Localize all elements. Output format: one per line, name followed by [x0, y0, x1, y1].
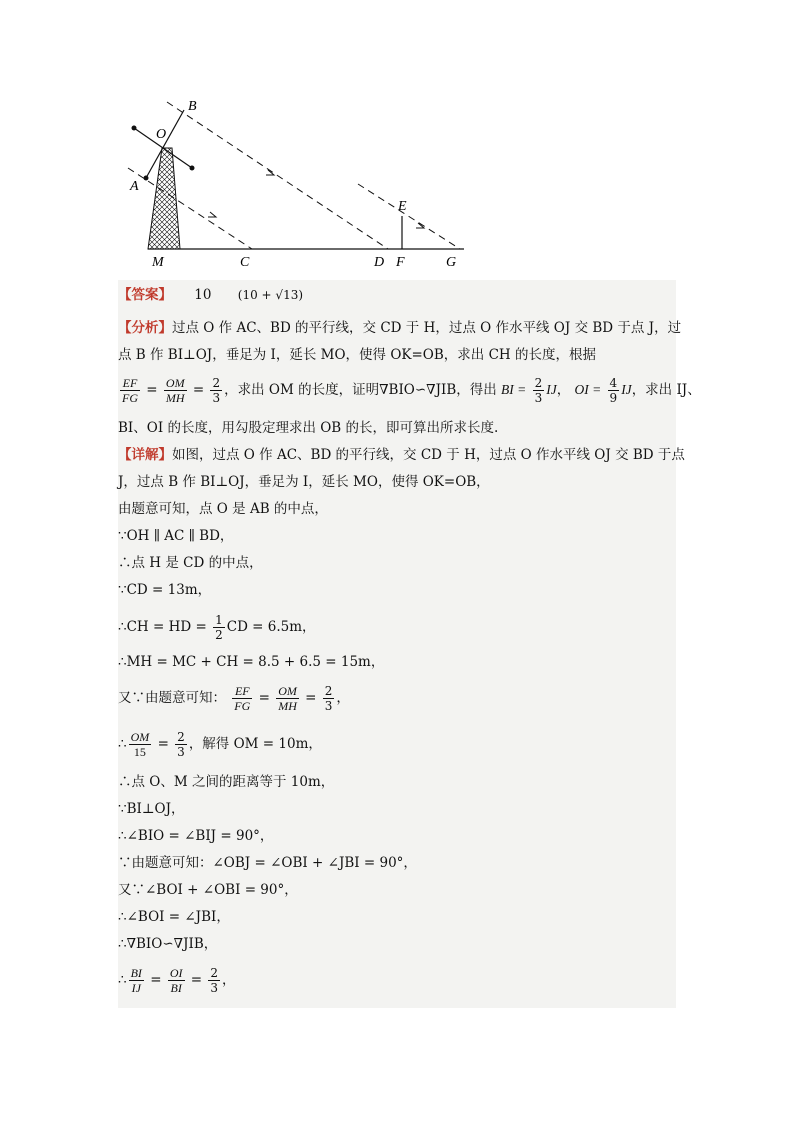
frac-den: 2 — [215, 628, 223, 642]
frac-num: 4 — [609, 376, 618, 390]
fraction — [129, 966, 144, 995]
analysis-tag: 【分析】 — [118, 320, 172, 336]
label-a: A — [130, 179, 139, 194]
frac-num: EF — [120, 376, 140, 391]
fraction — [175, 730, 187, 759]
fraction — [533, 376, 545, 405]
detail-tag: 【详解】 — [118, 447, 172, 463]
detail-line-18 — [118, 962, 236, 998]
detail-line-2 — [118, 472, 490, 492]
frac-num: OM — [278, 684, 297, 698]
equals-sign: = — [190, 972, 203, 988]
frac-num: 2 — [177, 730, 185, 744]
frac-num: BI — [130, 966, 142, 980]
frac-den: 3 — [534, 391, 543, 405]
frac-den: MH — [165, 391, 185, 405]
fraction — [120, 376, 140, 405]
detail-text: 又∵由题意可知： — [118, 690, 226, 706]
frac-den: 9 — [609, 391, 618, 405]
detail-text: ∵CD = 13m， — [118, 582, 212, 598]
frac-num: 2 — [324, 684, 333, 698]
answer-value-1: 10 — [194, 287, 212, 303]
detail-line-14 — [118, 853, 417, 873]
detail-text: ∵BI⊥OJ， — [118, 801, 185, 817]
detail-text: ∴点 O、M 之间的距离等于 10m， — [118, 774, 335, 790]
punctuation: ， — [222, 972, 236, 988]
frac-den: 3 — [177, 745, 185, 759]
detail-text: ，解得 OM = 10m， — [188, 736, 322, 752]
detail-text: 如图，过点 O 作 AC、BD 的平行线，交 CD 于 H，过点 O 作水平线 OJ 交 BD 于点 — [172, 447, 685, 463]
label-o: O — [156, 127, 167, 142]
fraction — [276, 684, 299, 713]
math-text: BI = — [501, 382, 527, 397]
detail-text: ∴∠BIO = ∠BIJ = 90°， — [118, 828, 274, 844]
answer-value-2: 10 + √13 — [242, 288, 299, 302]
label-b: B — [188, 99, 197, 114]
equals-sign: = — [258, 690, 270, 706]
math-text: IJ — [546, 382, 557, 397]
geometry-figure — [112, 92, 472, 272]
frac-num: OI — [169, 966, 183, 980]
fraction — [210, 376, 222, 405]
frac-den: FG — [234, 699, 251, 713]
analysis-text-3a: ，求出 OM 的长度，证明∇BIO∽∇JIB，得出 — [224, 382, 497, 398]
detail-text: ∵OH ∥ AC ∥ BD， — [118, 528, 234, 544]
frac-num: 2 — [212, 376, 221, 390]
math-text: OI = — [574, 382, 602, 397]
answer-tag: 【答案】 — [118, 287, 172, 303]
equals-sign: = — [146, 382, 158, 398]
fraction — [232, 684, 252, 713]
frac-den: 3 — [210, 981, 219, 995]
label-e: E — [398, 199, 407, 214]
frac-den: 3 — [324, 699, 333, 713]
frac-den: FG — [122, 391, 138, 405]
frac-num: EF — [232, 684, 252, 699]
point-a — [144, 176, 149, 181]
frac-den: 15 — [133, 745, 146, 759]
arrow-icon — [208, 212, 216, 217]
detail-line-13 — [118, 826, 273, 846]
frac-num: 2 — [210, 966, 219, 980]
detail-text: ∴∠BOI = ∠JBI， — [118, 909, 230, 925]
detail-line-8 — [118, 652, 384, 672]
fraction — [168, 966, 185, 995]
frac-den: MH — [278, 699, 297, 713]
equals-sign: = — [150, 972, 162, 988]
label-c: C — [240, 255, 250, 270]
therefore-sign: ∴ — [118, 736, 127, 752]
frac-num: OM — [165, 376, 185, 390]
ray-bd — [167, 102, 388, 249]
analysis-line-4 — [118, 418, 498, 438]
detail-line-3 — [118, 499, 328, 519]
answer-value-2-wrap: (10 + √13) — [237, 288, 304, 302]
label-g: G — [446, 255, 457, 270]
detail-line-12 — [118, 799, 185, 819]
equals-sign: = — [305, 690, 317, 706]
analysis-line-3 — [118, 372, 701, 408]
fraction — [164, 376, 187, 405]
detail-text: ∴CH = HD = — [118, 619, 207, 635]
tower — [148, 148, 180, 249]
frac-den: IJ — [131, 981, 141, 995]
detail-line-7 — [118, 610, 316, 644]
analysis-text-1: 过点 O 作 AC、BD 的平行线，交 CD 于 H，过点 O 作水平线 OJ 交 BD 于点 J，过 — [172, 320, 682, 336]
answer-line — [118, 285, 303, 305]
detail-text: ∴ — [118, 972, 127, 988]
analysis-text-3b: ， — [556, 382, 571, 398]
frac-den: 3 — [212, 391, 221, 405]
fraction — [213, 613, 225, 642]
fraction — [208, 966, 220, 995]
detail-line-1 — [118, 445, 685, 465]
detail-line-9 — [118, 680, 350, 716]
ray-eg — [358, 184, 460, 249]
detail-text: J，过点 B 作 BI⊥OJ，垂足为 I，延长 MO，使得 OK=OB， — [118, 474, 490, 490]
analysis-text-2: 点 B 作 BI⊥OJ，垂足为 I，延长 MO，使得 OK=OB，求出 CH 的长度，根据 — [118, 347, 596, 363]
detail-line-4 — [118, 526, 233, 546]
label-d: D — [374, 255, 385, 270]
detail-line-10 — [118, 726, 322, 762]
frac-num: 1 — [215, 613, 223, 627]
frac-num: OM — [130, 730, 150, 744]
equals-sign: = — [192, 382, 205, 398]
arm-end-point — [132, 126, 137, 131]
detail-line-15 — [118, 880, 298, 900]
detail-text: 由题意可知，点 O 是 AB 的中点， — [118, 501, 328, 517]
label-m: M — [152, 255, 164, 270]
analysis-text-4: BI、OI 的长度，用勾股定理求出 OB 的长，即可算出所求长度. — [118, 420, 499, 436]
equals-sign: = — [157, 736, 169, 752]
detail-text: ∴MH = MC + CH = 8.5 + 6.5 = 15m， — [118, 654, 385, 670]
analysis-line-1 — [118, 318, 681, 338]
detail-line-11 — [118, 772, 334, 792]
detail-line-5 — [118, 553, 263, 573]
label-f: F — [396, 255, 405, 270]
fraction — [129, 730, 152, 759]
analysis-line-2 — [118, 345, 596, 365]
detail-text: 又∵∠BOI + ∠OBI = 90°， — [118, 882, 298, 898]
detail-text: CD = 6.5m， — [226, 619, 316, 635]
detail-line-16 — [118, 907, 230, 927]
detail-line-6 — [118, 580, 211, 600]
detail-text: ∴∇BIO∽∇JIB， — [118, 936, 218, 952]
analysis-text-3c: ，求出 IJ、 — [631, 382, 701, 398]
fraction — [323, 684, 335, 713]
math-text: IJ — [621, 382, 632, 397]
frac-num: 2 — [534, 376, 543, 390]
punctuation: ， — [336, 690, 350, 706]
detail-text: ∵由题意可知：∠OBJ = ∠OBI + ∠JBI = 90°， — [118, 855, 417, 871]
frac-den: BI — [170, 981, 182, 995]
arm-end-point — [190, 166, 195, 171]
fraction — [608, 376, 620, 405]
detail-line-17 — [118, 934, 217, 954]
detail-text: ∴点 H 是 CD 的中点， — [118, 555, 263, 571]
